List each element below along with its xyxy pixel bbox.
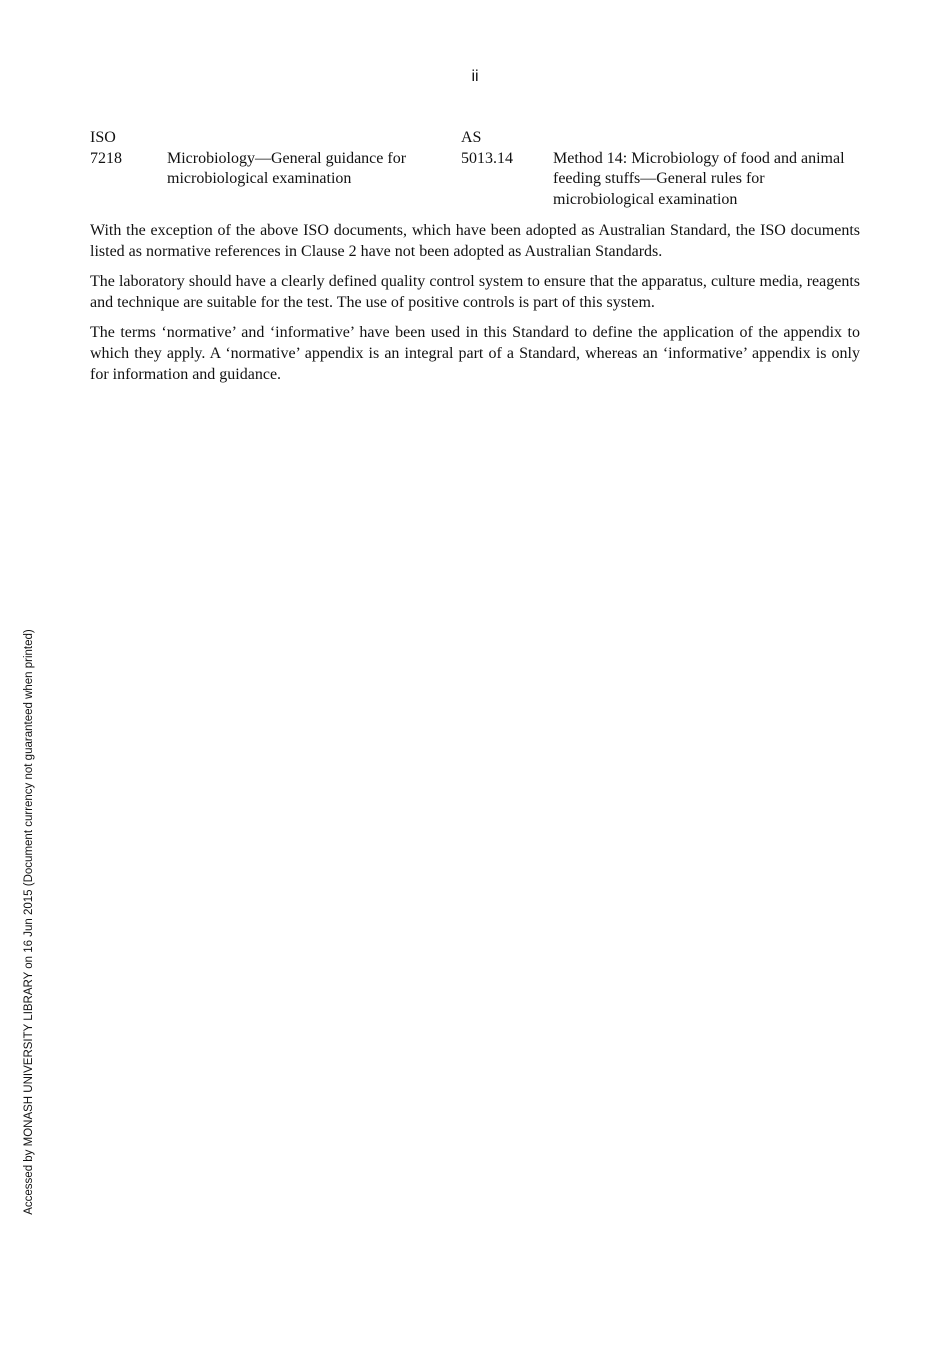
reference-table <box>90 128 860 211</box>
as-number: 5013.14 <box>461 149 513 167</box>
page-number: ii <box>471 68 479 85</box>
body-text <box>90 220 860 394</box>
paragraph-quality-control: The laboratory should have a clearly defined quality control system to ensure that the apparatus, culture media, reagents and technique are suitable for the test. The use of positive controls is part of this system. <box>90 273 860 311</box>
reference-table-header <box>90 128 860 149</box>
access-watermark: Accessed by MONASH UNIVERSITY LIBRARY on 16 Jun 2015 (Document currency not guaranteed when printed) <box>23 629 35 1215</box>
iso-number: 7218 <box>90 149 122 167</box>
as-title: Method 14: Microbiology of food and animal feeding stuffs—General rules for microbiological examination <box>553 149 845 208</box>
paragraph-terms: The terms ‘normative’ and ‘informative’ have been used in this Standard to define the application of the appendix to which they apply. A ‘normative’ appendix is an integral part of a Standard, whereas an ‘informative’ appendix is only for information and guidance. <box>90 324 860 383</box>
table-row <box>90 149 860 211</box>
iso-column-header: ISO <box>90 129 116 146</box>
as-column-header: AS <box>461 129 482 146</box>
iso-title: Microbiology—General guidance for microbiological examination <box>167 149 407 187</box>
paragraph-adoption: With the exception of the above ISO documents, which have been adopted as Australian Standard, the ISO documents listed as normative references in Clause 2 have not been adopted as Australian Standards. <box>90 222 860 260</box>
